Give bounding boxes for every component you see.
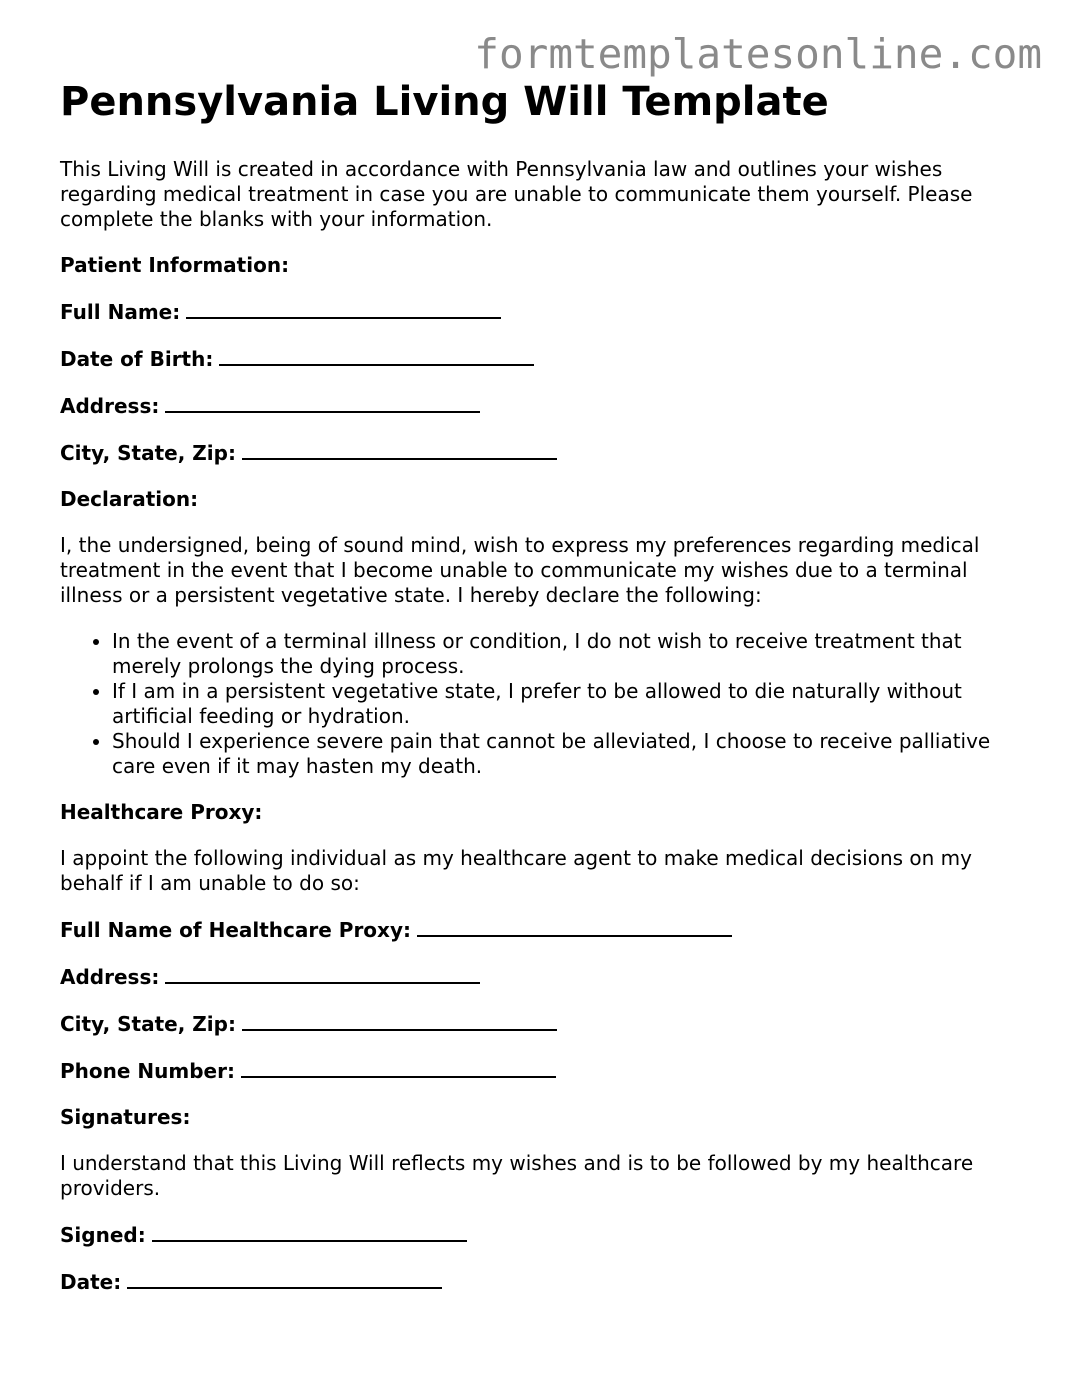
declaration-list — [60, 629, 1030, 779]
proxy-heading: Healthcare Proxy: — [60, 800, 263, 824]
date-blank[interactable] — [127, 1269, 442, 1289]
patient-address-label: Address: — [60, 394, 160, 418]
patient-full-name-label: Full Name: — [60, 300, 181, 324]
patient-address-field — [60, 393, 1030, 419]
patient-full-name-field — [60, 299, 1030, 325]
patient-city-blank[interactable] — [242, 440, 557, 460]
date-label: Date: — [60, 1270, 122, 1294]
list-item: • If I am in a persistent vegetative state, I prefer to be allowed to die naturally without artificial feeding or hydration. — [112, 679, 1030, 729]
signatures-heading: Signatures: — [60, 1105, 191, 1129]
document-body — [60, 80, 1030, 1295]
signatures-paragraph: I understand that this Living Will reflects my wishes and is to be followed by my healthcare providers. — [60, 1151, 974, 1200]
patient-city-label: City, State, Zip: — [60, 441, 236, 465]
patient-city-field — [60, 440, 1030, 466]
proxy-phone-blank[interactable] — [241, 1058, 556, 1078]
intro-paragraph: This Living Will is created in accordance with Pennsylvania law and outlines your wishes regarding medical treatment in case you are unable to communicate them yourself. Please complete the blanks with your information. — [60, 157, 973, 231]
proxy-city-blank[interactable] — [242, 1011, 557, 1031]
signed-blank[interactable] — [152, 1222, 467, 1242]
patient-info-heading: Patient Information: — [60, 253, 290, 277]
declaration-paragraph: I, the undersigned, being of sound mind, wish to express my preferences regarding medical treatment in the event that I become unable to communicate my wishes due to a terminal illness or a persistent vegetative state. I hereby declare the following: — [60, 533, 980, 607]
watermark: formtemplatesonline.com — [474, 30, 1042, 78]
page-title: Pennsylvania Living Will Template — [60, 79, 829, 125]
patient-dob-field — [60, 346, 1030, 372]
proxy-name-field — [60, 917, 1030, 943]
signed-label: Signed: — [60, 1223, 146, 1247]
signed-field — [60, 1222, 1030, 1248]
proxy-city-label: City, State, Zip: — [60, 1012, 236, 1036]
date-field — [60, 1269, 1030, 1295]
patient-dob-label: Date of Birth: — [60, 347, 214, 371]
declaration-heading: Declaration: — [60, 487, 199, 511]
proxy-phone-field — [60, 1058, 1030, 1084]
proxy-city-field — [60, 1011, 1030, 1037]
proxy-address-label: Address: — [60, 965, 160, 989]
proxy-name-label: Full Name of Healthcare Proxy: — [60, 918, 411, 942]
patient-dob-blank[interactable] — [219, 346, 534, 366]
patient-full-name-blank[interactable] — [186, 299, 501, 319]
proxy-address-field — [60, 964, 1030, 990]
list-item: • Should I experience severe pain that cannot be alleviated, I choose to receive palliative care even if it may hasten my death. — [112, 729, 1030, 779]
proxy-paragraph: I appoint the following individual as my healthcare agent to make medical decisions on my behalf if I am unable to do so: — [60, 846, 973, 895]
proxy-name-blank[interactable] — [417, 917, 732, 937]
list-item: • In the event of a terminal illness or condition, I do not wish to receive treatment that merely prolongs the dying process. — [112, 629, 1030, 679]
patient-address-blank[interactable] — [165, 393, 480, 413]
proxy-phone-label: Phone Number: — [60, 1059, 235, 1083]
proxy-address-blank[interactable] — [165, 964, 480, 984]
